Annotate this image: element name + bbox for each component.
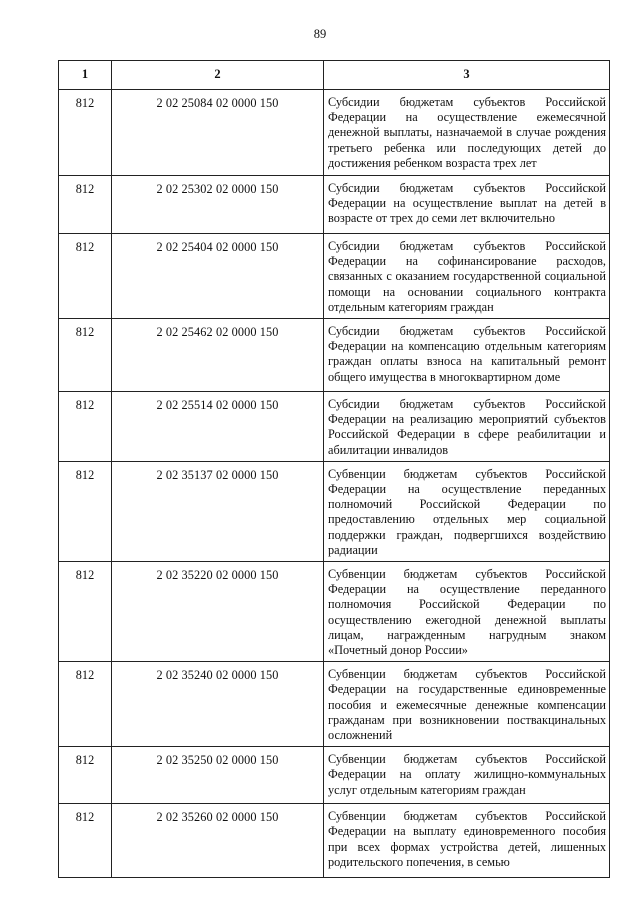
description-cell: Субвенции бюджетам субъектов Российской Федерации на оплату жилищно-коммунальных услуг отдельным категориям граждан <box>324 747 610 804</box>
budget-code-cell: 2 02 35137 02 0000 150 <box>112 461 324 561</box>
budget-code-cell: 2 02 35250 02 0000 150 <box>112 747 324 804</box>
description-cell: Субсидии бюджетам субъектов Российской Федерации на реализацию мероприятий субъектов Российской Федерации в сфере реабилитации и абилитации инвалидов <box>324 392 610 462</box>
table-row <box>59 176 610 234</box>
budget-code-cell: 2 02 35260 02 0000 150 <box>112 804 324 878</box>
description-cell: Субсидии бюджетам субъектов Российской Федерации на софинансирование расходов, связанных с оказанием государственной социальной помощи на основании социального контракта отдельным категориям граждан <box>324 234 610 319</box>
table-row <box>59 90 610 176</box>
budget-code-cell: 2 02 25514 02 0000 150 <box>112 392 324 462</box>
table-row <box>59 234 610 319</box>
admin-code-cell: 812 <box>59 562 112 662</box>
budget-code-cell: 2 02 35220 02 0000 150 <box>112 562 324 662</box>
description-cell: Субвенции бюджетам субъектов Российской Федерации на осуществление переданного полномочия Российской Федерации по осуществлению ежегодной денежной выплаты лицам, награжденным нагрудным знаком «Почетный донор России» <box>324 562 610 662</box>
table-row <box>59 662 610 747</box>
admin-code-cell: 812 <box>59 234 112 319</box>
table-row <box>59 392 610 462</box>
description-cell: Субвенции бюджетам субъектов Российской Федерации на государственные единовременные пособия и ежемесячные денежные компенсации гражданам при возникновении поствакцинальных осложнений <box>324 662 610 747</box>
description-cell: Субвенции бюджетам субъектов Российской Федерации на осуществление переданных полномочий Российской Федерации по предоставлению отдельных мер социальной поддержки граждан, подвергшихся воздействию радиации <box>324 461 610 561</box>
description-cell: Субвенции бюджетам субъектов Российской Федерации на выплату единовременного пособия при всех формах устройства детей, лишенных родительского попечения, в семью <box>324 804 610 878</box>
budget-code-cell: 2 02 25404 02 0000 150 <box>112 234 324 319</box>
admin-code-cell: 812 <box>59 662 112 747</box>
budget-code-cell: 2 02 35240 02 0000 150 <box>112 662 324 747</box>
admin-code-cell: 812 <box>59 392 112 462</box>
admin-code-cell: 812 <box>59 319 112 392</box>
table-row <box>59 461 610 561</box>
table-row <box>59 562 610 662</box>
budget-code-cell: 2 02 25302 02 0000 150 <box>112 176 324 234</box>
table-row <box>59 319 610 392</box>
table-row <box>59 804 610 878</box>
column-header-2: 2 <box>112 61 324 90</box>
column-header-3: 3 <box>324 61 610 90</box>
admin-code-cell: 812 <box>59 90 112 176</box>
description-cell: Субсидии бюджетам субъектов Российской Федерации на осуществление ежемесячной денежной выплаты, назначаемой в случае рождения третьего ребенка или последующих детей до достижения ребенком возраста трех лет <box>324 90 610 176</box>
admin-code-cell: 812 <box>59 176 112 234</box>
table-header-row <box>59 61 610 90</box>
column-header-1: 1 <box>59 61 112 90</box>
table-row <box>59 747 610 804</box>
budget-code-cell: 2 02 25084 02 0000 150 <box>112 90 324 176</box>
admin-code-cell: 812 <box>59 804 112 878</box>
budget-revenue-table <box>58 60 610 878</box>
page-number: 89 <box>313 27 327 41</box>
description-cell: Субсидии бюджетам субъектов Российской Федерации на осуществление выплат на детей в возрасте от трех до семи лет включительно <box>324 176 610 234</box>
budget-code-cell: 2 02 25462 02 0000 150 <box>112 319 324 392</box>
admin-code-cell: 812 <box>59 461 112 561</box>
description-cell: Субсидии бюджетам субъектов Российской Федерации на компенсацию отдельным категориям граждан оплаты взноса на капитальный ремонт общего имущества в многоквартирном доме <box>324 319 610 392</box>
admin-code-cell: 812 <box>59 747 112 804</box>
